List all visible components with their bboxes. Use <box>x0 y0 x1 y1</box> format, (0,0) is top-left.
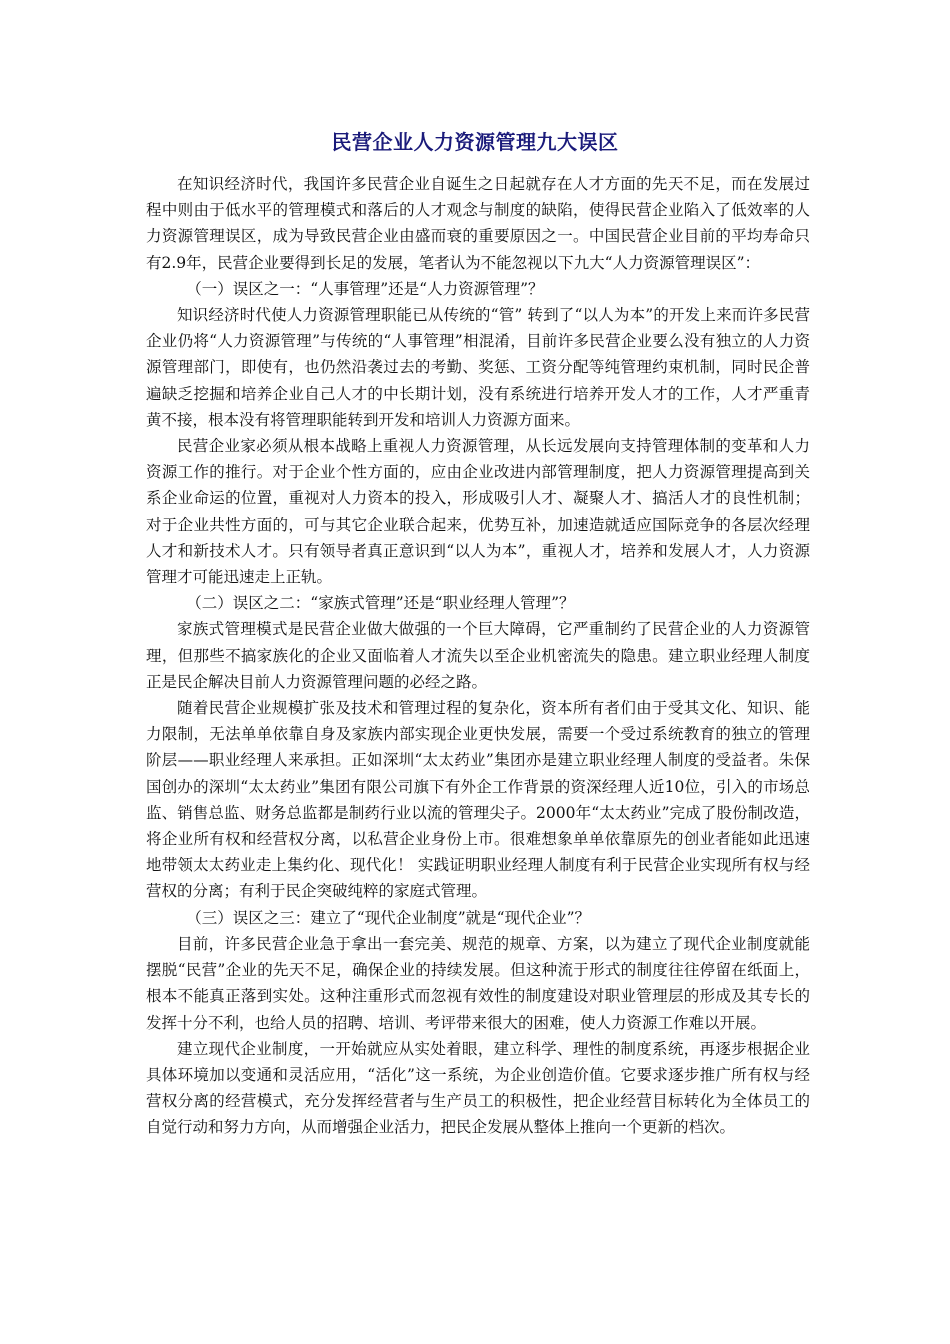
document-body <box>146 171 810 1141</box>
paragraph: 民营企业家必须从根本战略上重视人力资源管理，从长远发展向支持管理体制的变革和人力资源工作的推行。对于企业个性方面的，应由企业改进内部管理制度，把人力资源管理提高到关系企业命运的位置，重视对人力资本的投入，形成吸引人才、凝聚人才、搞活人才的良性机制；对于企业共性方面的，可与其它企业联合起来，优势互补，加速造就适应国际竞争的各层次经理人才和新技术人才。只有领导者真正意识到“以人为本”，重视人才，培养和发展人才，人力资源管理才可能迅速走上正轨。 <box>146 437 810 587</box>
paragraph: 在知识经济时代，我国许多民营企业自诞生之日起就存在人才方面的先天不足，而在发展过程中则由于低水平的管理模式和落后的人才观念与制度的缺陷，使得民营企业陷入了低效率的人力资源管理误区，成为导致民营企业由盛而衰的重要原因之一。中国民营企业目前的平均寿命只有2.9年，民营企业要得到长足的发展，笔者认为不能忽视以下九大“人力资源管理误区”： <box>146 175 810 272</box>
paragraph: 建立现代企业制度，一开始就应从实处着眼，建立科学、理性的制度系统，再逐步根据企业具体环境加以变通和灵活应用，“活化”这一系统，为企业创造价值。它要求逐步推广所有权与经营权分离的经营模式，充分发挥经营者与生产员工的积极性，把企业经营目标转化为全体员工的自觉行动和努力方向，从而增强企业活力，把民企发展从整体上推向一个更新的档次。 <box>146 1039 810 1137</box>
paragraph: 目前，许多民营企业急于拿出一套完美、规范的规章、方案，以为建立了现代企业制度就能摆脱“民营”企业的先天不足，确保企业的持续发展。但这种流于形式的制度往往停留在纸面上，根本不能真正落到实处。这种注重形式而忽视有效性的制度建设对职业管理层的形成及其专长的发挥十分不利，也给人员的招聘、培训、考评带来很大的困难，使人力资源工作难以开展。 <box>146 934 810 1032</box>
document-title: 民营企业人力资源管理九大误区 <box>331 130 619 154</box>
section-heading: （三）误区之三：建立了“现代企业制度”就是“现代企业”？ <box>186 908 590 927</box>
paragraph: 随着民营企业规模扩张及技术和管理过程的复杂化，资本所有者们由于受其文化、知识、能力限制，无法单单依靠自身及家族内部实现企业更快发展，需要一个受过系统教育的独立的管理阶层——职业经理人来承担。正如深圳“太太药业”集团亦是建立职业经理人制度的受益者。朱保国创办的深圳“太太药业”集团有限公司旗下有外企工作背景的资深经理人近10位，引入的市场总监、销售总监、财务总监都是制药行业以流的管理尖子。2000年“太太药业”完成了股份制改造，将企业所有权和经营权分离，以私营企业身份上市。很难想象单单依靠原先的创业者能如此迅速地带领太太药业走上集约化、现代化！ 实践证明职业经理人制度有利于民营企业实现所有权与经营权的分离；有利于民企突破纯粹的家庭式管理。 <box>146 699 810 901</box>
section-heading: （一）误区之一：“人事管理”还是“人力资源管理”？ <box>186 279 544 298</box>
paragraph: 知识经济时代使人力资源管理职能已从传统的“管” 转到了“以人为本”的开发上来而许多民营企业仍将“人力资源管理”与传统的“人事管理”相混淆，目前许多民营企业要么没有独立的人力资源管理部门，即使有，也仍然沿袭过去的考勤、奖惩、工资分配等纯管理约束机制，同时民企普遍缺乏挖掘和培养企业自己人才的中长期计划，没有系统进行培养开发人才的工作，人才严重青黄不接，根本没有将管理职能转到开发和培训人力资源方面来。 <box>146 306 810 429</box>
paragraph: 家族式管理模式是民营企业做大做强的一个巨大障碍，它严重制约了民营企业的人力资源管理，但那些不搞家族化的企业又面临着人才流失以至企业机密流失的隐患。建立职业经理人制度正是民企解决目前人力资源管理问题的必经之路。 <box>146 620 810 691</box>
section-heading: （二）误区之二：“家族式管理”还是“职业经理人管理”？ <box>186 594 575 613</box>
